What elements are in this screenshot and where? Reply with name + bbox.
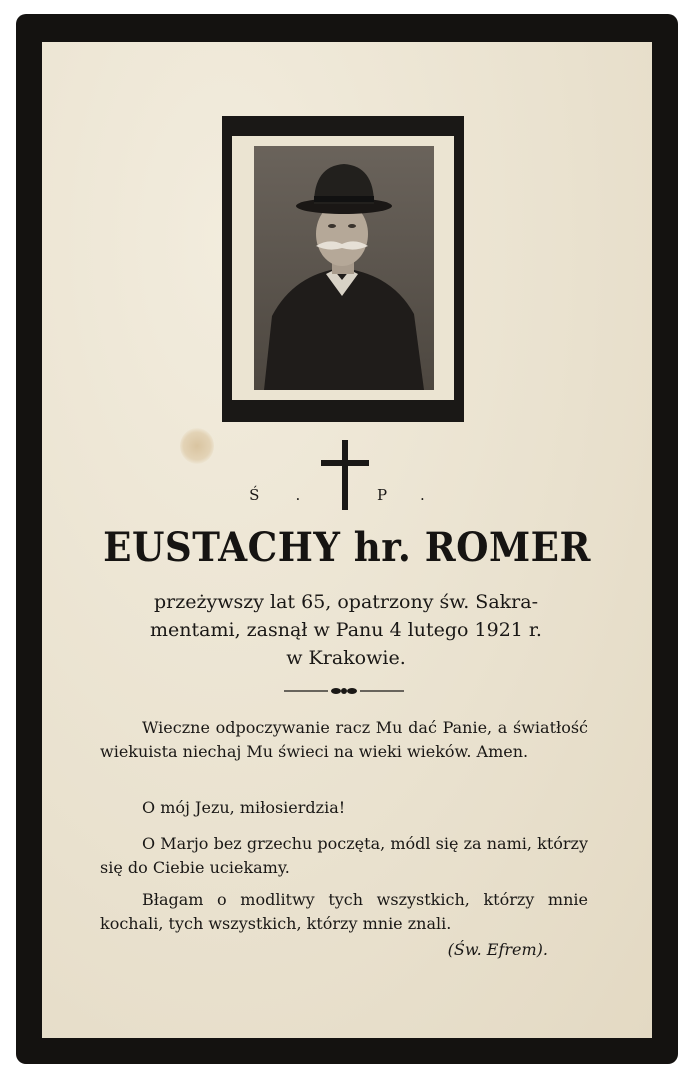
portrait-icon: [254, 146, 434, 390]
prayer-mary: O Marjo bez grzechu poczęta, módl się za nami, którzy się do Ciebie uciekamy.: [100, 834, 588, 877]
prayer-request: Błagam o modlitwy tych wszystkich, którzy mnie kochali, tych wszystkich, którzy mnie znali.: [100, 890, 588, 933]
divider-ornament-icon: [284, 686, 404, 696]
portrait-photo: [254, 146, 434, 390]
signature-efrem: (Św. Efrem).: [447, 940, 548, 959]
deceased-name: EUSTACHY hr. ROMER: [103, 524, 591, 571]
biography: przeżywszy lat 65, opatrzony św. Sakra- mentami, zasnął w Panu 4 lutego 1921 r. w Krakowie.: [150, 591, 542, 669]
prayer-eternal-rest: Wieczne odpoczywanie racz Mu dać Panie, a światłość wiekuista niechaj Mu świeci na wieki wieków. Amen.: [100, 718, 588, 761]
paper-stain: [180, 428, 214, 464]
initials-sp: Ś. P.: [249, 486, 461, 504]
prayer-jesus-mercy: O mój Jezu, miłosierdzia!: [142, 798, 346, 817]
